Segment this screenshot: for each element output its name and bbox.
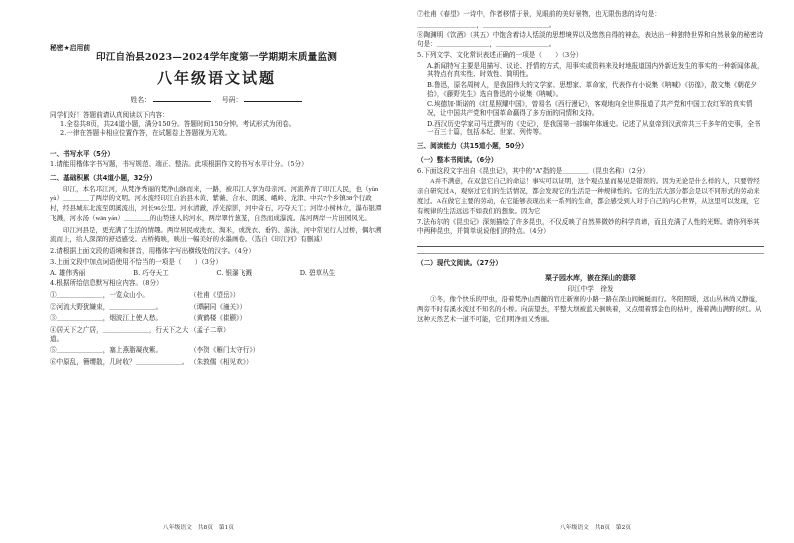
- subsection-1-heading: （一）整本书阅读。（6分）: [417, 155, 498, 164]
- fill-item: [50, 326, 383, 343]
- question-5-option-d: D.西汉历史学家司马迁撰写的《史记》，是我国第一部编年体通史。记述了从皇帝到汉武帝共三千多年的史事，全书一百三十篇，包括本纪、世家、列传等。: [427, 119, 761, 137]
- fill-item-source: （黄鹤楼《崔颢》）: [190, 314, 247, 323]
- paper-title: 八年级语文试题: [156, 68, 276, 87]
- question-1: 1.请能用楷体字书写题，书写规范、端正、整洁。此项根据作文的书写水平计分。（5分）: [50, 160, 308, 169]
- section-3-heading: 三、阅读能力（共15道小题，50分）: [417, 142, 528, 151]
- section-2-heading: 二、基础积累（共4道小题，32分）: [50, 173, 157, 182]
- passage-paragraph-1: 印江，本名邛江河，从梵净秀丽的梵净山脉而来，一路，被邛江人享为母亲河。河流养育了印江人民，也（yùn yù）＿＿＿＿了两岸的文明。河水流经印江自治县木黄、紫薇、合水、朗溪、峨岭、龙津、中兴7个乡镇38个行政村，经县城东北流至朗溪流出，河长96公里。河水清澈，浮光掠影，河中奇石，巧夺天工；河岸小树林立，瀑布银潭飞溅，河水汤（wān yán）＿＿＿＿的山势迷人的河水，两岸翠竹葱茏，自然而成瀑流。荡河两岸一片田园风光。: [50, 185, 382, 222]
- option-a: A. 雄伟秀丽: [50, 268, 86, 277]
- fill-item-8: ⑧陶渊明《饮酒》（其五）中饱含着诗人恬淡的思想境界以及悠然自得的神态，表达出一种独特世界和自然景象的秘密诗句是：＿＿＿＿＿＿＿＿，＿＿＿＿＿＿＿＿。: [417, 31, 764, 49]
- name-row: [50, 94, 383, 105]
- question-3: 3.上面文段中加点词语使用不恰当的一项是（ ）（3分）: [50, 257, 223, 266]
- fill-item: [50, 346, 383, 355]
- question-5-option-a: A.新闻特写主要是用描写、议论、抒情的方式，用事实或资料来及时地报道国内外新近发生的事实的一种新闻体裁，其特点有真实性、时效性、简明性。: [427, 61, 764, 79]
- answer-line[interactable]: [417, 239, 764, 247]
- fill-item-text: ①＿＿＿＿＿＿＿，一览众山小。: [50, 290, 149, 299]
- option-d: D. 碧草丛生: [299, 268, 336, 277]
- fill-item-text: ⑤＿＿＿＿＿＿＿，塞上燕脂凝夜紫。: [50, 346, 163, 355]
- fill-item-text: ③＿＿＿＿＿＿＿，烟波江上使人愁。: [50, 314, 163, 323]
- question-2: 2.请根据上面文段的语境和拼音，用楷体字写出横线处的汉字。（4分）: [50, 247, 255, 256]
- question-3-options: [50, 269, 383, 278]
- fill-item: [50, 314, 383, 323]
- page-footer-left: 八年级语文 共8页 第1页: [162, 525, 235, 532]
- subsection-2-heading: （二）现代文阅读。（27分）: [417, 258, 503, 267]
- article-title: 栗子园水库，嵌在深山的翡翠: [545, 273, 636, 283]
- question-6-passage: A并不满意，在双忽它自己的命运！事实可以证明，这个观点显而易见是错误的。因为无论是什么样的人，只要曾经亲自研究过A，观察过它们的生活情况，都会发现它的生活是一种规律性的。它的生活大部分都会是以不同形式的劳动来度过。A在做它主要的劳动，在它能够表现出来一系列的生命，都会感受到人对于自己的内心世界，从这里可以发现，它有规律的生活远远不如我们的想象。因为它: [417, 178, 760, 215]
- fill-item-text: ⑥中原乱，簪缨散，几时收？＿＿＿＿＿＿＿。: [50, 358, 189, 367]
- question-6: 6.下面这段文字出自《昆虫记》，其中的“A”指的是＿＿＿＿（昆虫名称）（2分）: [417, 166, 650, 175]
- fill-item-source: （杜甫《望岳》）: [190, 290, 240, 299]
- question-5: 5.下列文学、文化常识表述正确的一项是（ ）（3分）: [417, 50, 583, 59]
- fill-item-7-blank: ＿＿＿＿＿＿＿＿＿，＿＿＿＿＿＿＿＿＿＿。: [417, 20, 556, 29]
- name-blank[interactable]: [153, 94, 211, 102]
- fill-item-source: （谭嗣同《潼关》）: [190, 302, 247, 311]
- fill-item-text: ④居天下之广居，＿＿＿＿＿＿＿，行天下之大道。: [50, 326, 189, 343]
- article-author: 印江中学 徐发: [567, 284, 614, 293]
- question-5-option-b: B.鲁迅，原名周树人，是我国伟大的文学家、思想家、革命家，代表作有小说集《呐喊》《彷徨》，散文集《朝花夕拾》，《藤野先生》选自鲁迅的小说集《呐喊》。: [427, 80, 758, 98]
- option-c: C. 银瀑飞溅: [216, 268, 252, 277]
- question-5-option-c: C.埃德加·斯诺的《红星照耀中国》，曾易名《西行漫记》，客观地向全世界报道了共产党和中国工农红军的真实情况，让中国共产党和中国革命赢得了多方面的同情和支持。: [427, 100, 753, 118]
- fill-item: [50, 303, 383, 312]
- notice-head: 同学们好！答题前请认真阅读以下内容：: [50, 111, 169, 120]
- confidential-label: 秘密★启用前: [50, 44, 91, 52]
- exam-title: 印江自治县2023—2024学年度第一学期期末质量监测: [95, 52, 338, 63]
- passage-paragraph-2: 印江河县是，更充满了生活的情趣。两岸居民或洗衣、淘米，或洗衣、垂钓、游泳，河中常见行人过桥，偶尔溯流而上，给人深深的舒适感受。古桥掩映，映出一幅美好的水墨画卷。（选自《印江河》有删减）: [50, 226, 382, 244]
- article-paragraph-1: ①冬，像个快乐的甲虫，沿着梵净山西麓的官庄新寨的小路一路在深山间蜿蜒而行。冬阳照暖，远山丛林尚又静谧，两旁不时有溪水流过不知名的小桥。向前望去，平整大坝被蓝天倒映着，又点缀着那金色的枯叶，漫着满山满野的红。从这种天然艺术一道不可能，它们明净而又秀丽。: [417, 296, 762, 323]
- page-footer-right: 八年级语文 共8页 第2页: [559, 525, 632, 532]
- fill-item-text: ②河流大野犹嫌束，＿＿＿＿＿＿＿。: [50, 302, 163, 311]
- fill-item-source: （孟子二章）: [190, 326, 230, 335]
- fill-item: [50, 291, 383, 300]
- question-7: 7.法布尔的《昆虫记》深刻描绘了许多昆虫，不仅反映了自然界微妙的科学真谛，而且充满了人性的光辉。请你列举其中两种昆虫，并简单说说他们的特点。（4分）: [417, 218, 760, 235]
- divider: [417, 253, 764, 254]
- number-label: 号码：: [221, 96, 243, 105]
- question-4: 4.根据所给信息默写相应内容。（8分）: [50, 279, 163, 288]
- name-label: 姓名：: [130, 96, 151, 105]
- notice-item-2: 2.一律在答题卡相应位置作答，在试题卷上答题视为无效。: [60, 128, 232, 137]
- fill-item-7: ⑦杜甫《春望》一诗中，作者移情于景，见眼前的美好景物，也无限伤悲的诗句是：: [417, 10, 661, 18]
- option-b: B. 巧夺天工: [133, 268, 169, 277]
- fill-item: [50, 358, 383, 367]
- notice-item-1: 1.全卷共8页，共24道小题，满分150分。答题时间150分钟。考试形式为闭卷。: [60, 120, 296, 129]
- section-1-heading: 一、书写水平（5分）: [50, 149, 114, 158]
- fill-item-source: （李贺《雁门太守行》）: [190, 346, 260, 355]
- number-blank[interactable]: [244, 94, 302, 102]
- exam-page-right: [397, 0, 794, 543]
- fill-item-source: （朱敦儒《相见欢》）: [190, 358, 253, 367]
